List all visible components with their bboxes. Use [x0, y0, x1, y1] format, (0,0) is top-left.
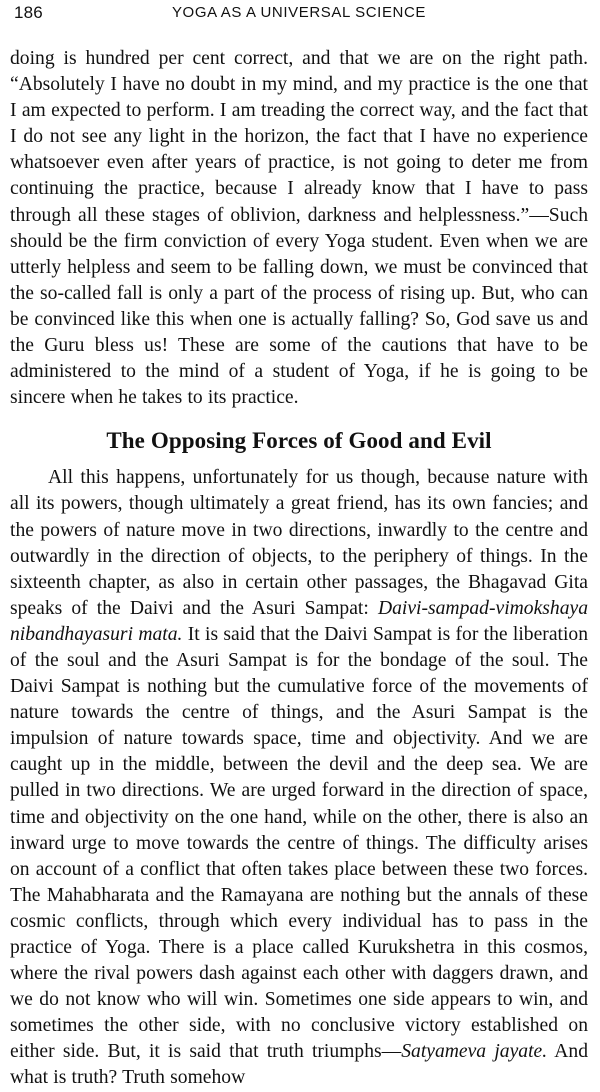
sanskrit-quote: Daivi-sampad-vimokshaya nibandhayasuri mata. — [10, 597, 588, 645]
page-number: 186 — [14, 3, 43, 22]
body-text — [10, 26, 588, 1092]
sanskrit-motto: Satyameva jayate. — [401, 1041, 548, 1063]
paragraph-text-part-1: All this happens, unfortunately for us though, because nature with all its powers, though ultimately a great friend, has its own fancies; and the powers of nature move in two directions, inwardly to the centre and outwardly in the direction of objects, to the periphery of things. In the sixteenth chapter, as also in certain other passages, the Bhagavad Gita speaks of the Daivi and the Asuri Sampat: — [10, 467, 588, 619]
paragraph-continued: doing is hundred per cent correct, and that we are on the right path. “Absolutely I have no doubt in my mind, and my practice is the one that I am expected to perform. I am treading the correct way, and the fact that I do not see any light in the horizon, the fact that I have no experience whatsoever even after years of practice, is not going to deter me from continuing the practice, because I already know that I have to pass through all these stages of oblivion, darkness and helplessness.”—Such should be the firm conviction of every Yoga student. Even when we are utterly helpless and seem to be falling down, we must be convinced that the so-called fall is only a part of the process of rising up. But, who can be convinced like this when one is actually falling? So, God save us and the Guru bless us! These are some of the cautions that have to be administered to the mind of a student of Yoga, if he is going to be sincere when he takes to its practice. — [10, 48, 588, 409]
paragraph-text-part-3: And what is truth? Truth somehow — [10, 1041, 588, 1089]
paragraph-daivi-asuri — [10, 465, 588, 1091]
paragraph-text-part-2: It is said that the Daivi Sampat is for the liberation of the soul and the Asuri Sampat is for the bondage of the soul. The Daivi Sampat is nothing but the cumulative force of the movements of nature towards the centre of things, and the Asuri Sampat is the impulsion of nature towards space, time and objectivity. And we are caught up in the middle, between the devil and the deep sea. We are pulled in two directions. We are urged forward in the direction of space, time and objectivity on the one hand, while on the other, there is also an inward urge to move towards the centre of things. The difficulty arises on account of a conflict that often takes place between these two forces. The Mahabharata and the Ramayana are nothing but the annals of these cosmic conflicts, through which every individual has to pass in the practice of Yoga. There is a place called Kurukshetra in this cosmos, where the rival powers dash against each other with daggers drawn, and we do not know who will win. Sometimes one side appears to win, and sometimes the other side, with no conclusive victory established on either side. But, it is said that truth triumphs— — [10, 623, 588, 1063]
section-heading: The Opposing Forces of Good and Evil — [106, 428, 492, 454]
running-head — [10, 0, 588, 26]
running-title: YOGA AS A UNIVERSAL SCIENCE — [171, 4, 427, 21]
